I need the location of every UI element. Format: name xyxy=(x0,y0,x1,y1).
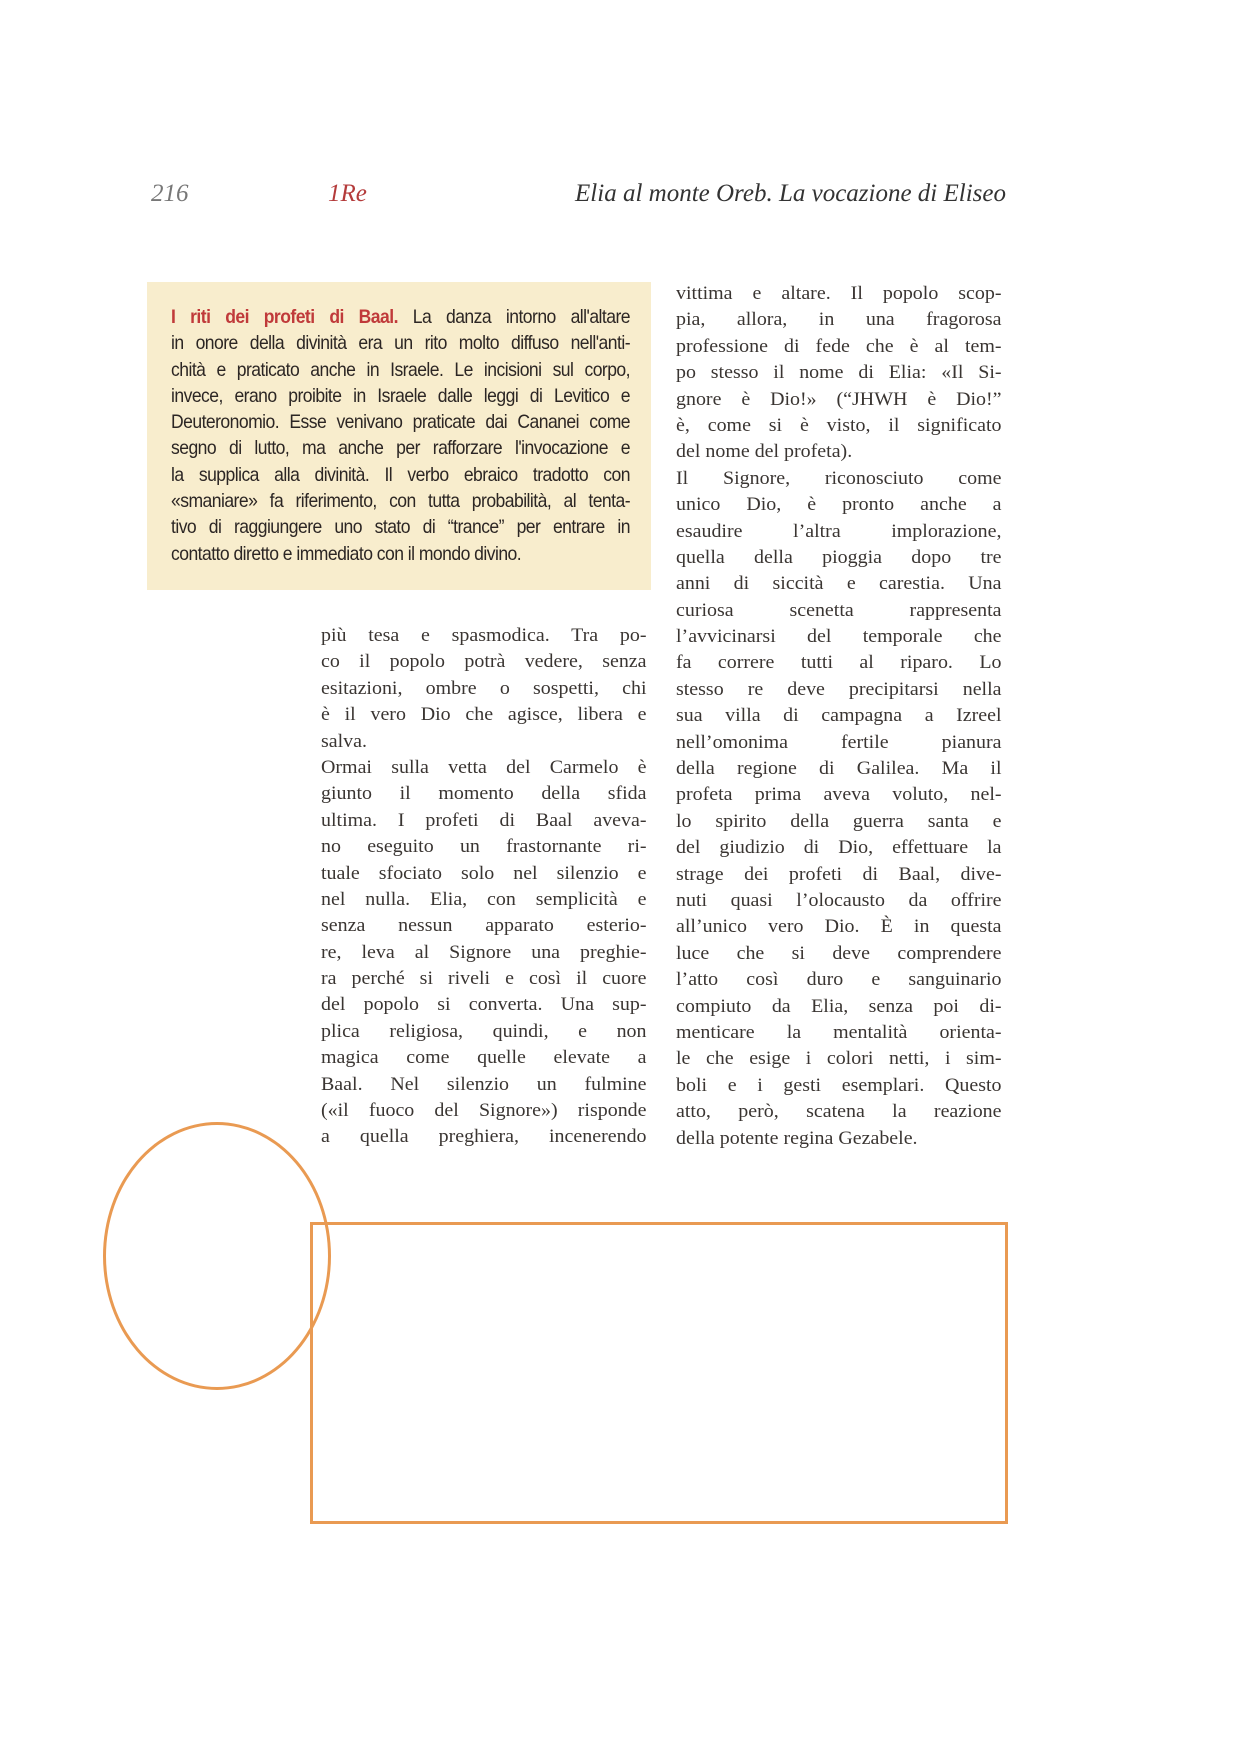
box-title: I riti dei profeti di Baal. xyxy=(171,306,398,328)
text-line: Il Signore, riconosciuto come xyxy=(676,467,1002,489)
text-line: luce che si deve comprendere xyxy=(676,942,1002,964)
text-line: «smaniare» fa riferimento, con tutta probabilità, al tenta- xyxy=(171,490,630,513)
text-line: fa correre tutti al riparo. Lo xyxy=(676,652,1002,674)
right-column xyxy=(676,281,1002,1152)
text-line: stesso re deve precipitarsi nella xyxy=(676,678,1002,700)
text-line: contatto diretto e immediato con il mondo divino. xyxy=(171,542,522,565)
text-line: l’atto così duro e sanguinario xyxy=(676,969,1002,991)
text-line: nell’omonima fertile pianura xyxy=(676,731,1002,753)
text-line: chità e praticato anche in Israele. Le incisioni sul corpo, xyxy=(171,358,630,381)
box-first-line: La danza intorno all'altare xyxy=(412,306,630,328)
text-line: l’avvicinarsi del temporale che xyxy=(676,626,1002,648)
sidebar-box xyxy=(147,282,651,590)
text-line: le che esige i colori netti, i sim- xyxy=(676,1048,1002,1070)
text-line: è il vero Dio che agisce, libera e xyxy=(321,704,647,726)
text-line: lo spirito della guerra santa e xyxy=(676,810,1002,832)
text-line: nel nulla. Elia, con semplicità e xyxy=(321,888,647,910)
text-line: del nome del profeta). xyxy=(676,441,853,463)
text-line: po stesso il nome di Elia: «Il Si- xyxy=(676,362,1002,384)
text-line: magica come quelle elevate a xyxy=(321,1047,647,1069)
text-line: boli e i gesti esemplari. Questo xyxy=(676,1074,1002,1096)
sidebar-box-text xyxy=(171,304,630,567)
text-line: invece, erano proibite in Israele dalle leggi di Levitico e xyxy=(171,384,630,407)
text-line: Deuteronomio. Esse venivano praticate dai Cananei come xyxy=(171,411,630,434)
text-line: anni di siccità e carestia. Una xyxy=(676,573,1002,595)
text-line: no eseguito un frastornante ri- xyxy=(321,836,647,858)
section-title: Elia al monte Oreb. La vocazione di Eliseo xyxy=(575,180,1006,207)
text-line: è, come si è visto, il significato xyxy=(676,414,1002,436)
text-line: curiosa scenetta rappresenta xyxy=(676,599,1002,621)
text-line: ra perché si riveli e così il cuore xyxy=(321,968,647,990)
text-line: («il fuoco del Signore») risponde xyxy=(321,1100,647,1122)
page-number: 216 xyxy=(151,180,189,207)
annotation-rectangle xyxy=(310,1222,1008,1524)
text-line: salva. xyxy=(321,730,368,752)
text-line: la supplica alla divinità. Il verbo ebraico tradotto con xyxy=(171,463,630,486)
text-line: unico Dio, è pronto anche a xyxy=(676,494,1002,516)
text-line: quella della pioggia dopo tre xyxy=(676,546,1002,568)
text-line: della regione di Galilea. Ma il xyxy=(676,758,1002,780)
text-line: re, leva al Signore una preghie- xyxy=(321,941,647,963)
text-line: sua villa di campagna a Izreel xyxy=(676,705,1002,727)
text-line: esaudire l’altra implorazione, xyxy=(676,520,1002,542)
text-line: senza nessun apparato esterio- xyxy=(321,915,647,937)
text-line: profeta prima aveva voluto, nel- xyxy=(676,784,1002,806)
text-line: plica religiosa, quindi, e non xyxy=(321,1020,647,1042)
text-line: in onore della divinità era un rito molto diffuso nell'anti- xyxy=(171,332,630,355)
text-line: pia, allora, in una fragorosa xyxy=(676,309,1002,331)
text-line: tuale sfociato solo nel silenzio e xyxy=(321,862,647,884)
annotation-circle xyxy=(103,1122,331,1390)
text-line: della potente regina Gezabele. xyxy=(676,1127,918,1149)
text-line: professione di fede che è al tem- xyxy=(676,335,1002,357)
text-line: del giudizio di Dio, effettuare la xyxy=(676,837,1002,859)
box-line xyxy=(171,304,630,330)
text-line: ultima. I profeti di Baal aveva- xyxy=(321,809,647,831)
text-line: atto, però, scatena la reazione xyxy=(676,1101,1002,1123)
text-line: del popolo si converta. Una sup- xyxy=(321,994,647,1016)
text-line: all’unico vero Dio. È in questa xyxy=(676,916,1002,938)
text-line: strage dei profeti di Baal, dive- xyxy=(676,863,1002,885)
text-line: Baal. Nel silenzio un fulmine xyxy=(321,1073,647,1095)
text-line: a quella preghiera, incenerendo xyxy=(321,1126,647,1148)
text-line: co il popolo potrà vedere, senza xyxy=(321,651,647,673)
text-line: compiuto da Elia, senza poi di- xyxy=(676,995,1002,1017)
text-line: nuti quasi l’olocausto da offrire xyxy=(676,889,1002,911)
text-line: più tesa e spasmodica. Tra po- xyxy=(321,625,647,646)
book-name: 1Re xyxy=(328,180,367,207)
text-line: segno di lutto, ma anche per rafforzare l'invocazione e xyxy=(171,437,630,460)
text-line: menticare la mentalità orienta- xyxy=(676,1021,1002,1043)
text-line: Ormai sulla vetta del Carmelo è xyxy=(321,756,647,778)
text-line: tivo di raggiungere uno stato di “trance” per entrare in xyxy=(171,516,630,539)
text-line: giunto il momento della sfida xyxy=(321,783,647,805)
middle-column xyxy=(321,623,647,1151)
text-line: vittima e altare. Il popolo scop- xyxy=(676,283,1002,304)
text-line: esitazioni, ombre o sospetti, chi xyxy=(321,677,647,699)
text-line: gnore è Dio!» (“JHWH è Dio!” xyxy=(676,388,1002,410)
